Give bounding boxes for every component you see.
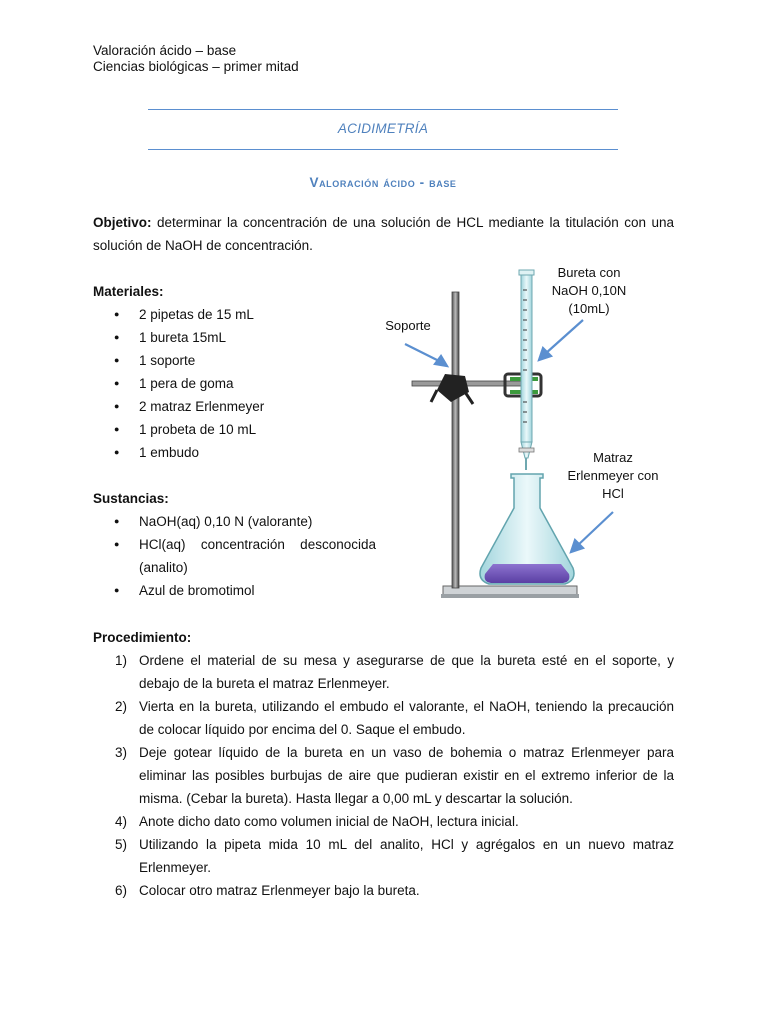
list-item: ● 1 bureta 15mL (93, 326, 383, 349)
list-item (93, 879, 674, 902)
title-rule-top (148, 109, 618, 110)
sustancias-section (93, 487, 376, 602)
step-number: 1) (115, 653, 128, 668)
step-text: Utilizando la pipeta mida 10 mL del analito, HCl y agrégalos en un nuevo matraz Erlenmeyer. (139, 837, 674, 875)
list-item (93, 741, 674, 810)
arrow-bureta (545, 320, 583, 354)
figure-label-line: HCl (602, 486, 624, 501)
burette-stopcock (519, 448, 534, 452)
step-text: Ordene el material de su mesa y asegurarse de que la bureta esté en el soporte, y debajo de la bureta el matraz Erlenmeyer. (139, 653, 674, 691)
arrow-matraz (577, 512, 613, 546)
sustancias-list (93, 510, 376, 602)
list-item (93, 649, 674, 695)
step-number: 6) (115, 883, 128, 898)
step-text: Anote dicho dato como volumen inicial de NaOH, lectura inicial. (139, 814, 519, 829)
stand-base-shadow (441, 594, 579, 598)
title-rule-bottom (148, 149, 618, 150)
burette-tube (521, 274, 532, 442)
list-item (93, 810, 674, 833)
figure-label-soporte: Soporte (385, 318, 431, 333)
figure-label-matraz (560, 449, 666, 503)
procedimiento-label: Procedimiento: (93, 630, 192, 645)
list-item: ● 1 embudo (93, 441, 383, 464)
flask-liquid (485, 564, 570, 583)
figure-label-bureta (538, 264, 640, 318)
step-number: 5) (115, 837, 128, 852)
objetivo-paragraph (93, 211, 674, 257)
figure-label-line: (10mL) (568, 301, 610, 316)
step-text: Vierta en la bureta, utilizando el embudo el valorante, el NaOH, teniendo la precaución de colocar líquido por encima del 0. Saque el embudo. (139, 699, 674, 737)
list-item (93, 695, 674, 741)
document-header (93, 43, 299, 75)
list-item: ● Azul de bromotimol (93, 579, 376, 602)
list-item (93, 833, 674, 879)
list-item: ● 1 soporte (93, 349, 383, 372)
list-item: ● NaOH(aq) 0,10 N (valorante) (93, 510, 376, 533)
list-item: ● 2 matraz Erlenmeyer (93, 395, 383, 418)
figure-label-line: Matraz (593, 450, 633, 465)
stand-rod (452, 292, 459, 588)
arrow-soporte (405, 344, 441, 362)
materiales-label: Materiales: (93, 284, 164, 299)
clamp-holder (437, 374, 469, 402)
materiales-section (93, 280, 383, 464)
list-item: ● 1 probeta de 10 mL (93, 418, 383, 441)
clamp-arm (412, 381, 524, 386)
page-subtitle: Valoración ácido - base (309, 175, 457, 190)
figure-label-line: Bureta con (557, 265, 621, 280)
step-text: Colocar otro matraz Erlenmeyer bajo la bureta. (139, 883, 420, 898)
sustancias-label: Sustancias: (93, 491, 169, 506)
figure-label-line: Erlenmeyer con (567, 468, 659, 483)
header-line-1: Valoración ácido – base (93, 43, 237, 58)
procedimiento-section (93, 626, 674, 902)
objetivo-label: Objetivo: (93, 215, 152, 230)
step-number: 2) (115, 699, 128, 714)
step-text: Deje gotear líquido de la bureta en un vaso de bohemia o matraz Erlenmeyer para eliminar las posibles burbujas de aire que pudieran existir en el extremo inferior de la misma. (Cebar la bureta). Hasta llegar a 0,00 mL y descartar la solución. (139, 745, 674, 806)
step-number: 3) (115, 745, 128, 760)
materiales-list (93, 303, 383, 464)
procedimiento-list (93, 649, 674, 902)
list-item: ● 1 pera de goma (93, 372, 383, 395)
page-title: ACIDIMETRÍA (337, 121, 429, 136)
objetivo-text: determinar la concentración de una solución de HCL mediante la titulación con una solución de NaOH de concentración. (93, 215, 674, 253)
list-item: ● HCl(aq) concentración desconocida (analito) (93, 533, 376, 579)
step-number: 4) (115, 814, 128, 829)
figure-label-line: NaOH 0,10N (551, 283, 627, 298)
header-line-2: Ciencias biológicas – primer mitad (93, 59, 299, 74)
list-item: ● 2 pipetas de 15 mL (93, 303, 383, 326)
